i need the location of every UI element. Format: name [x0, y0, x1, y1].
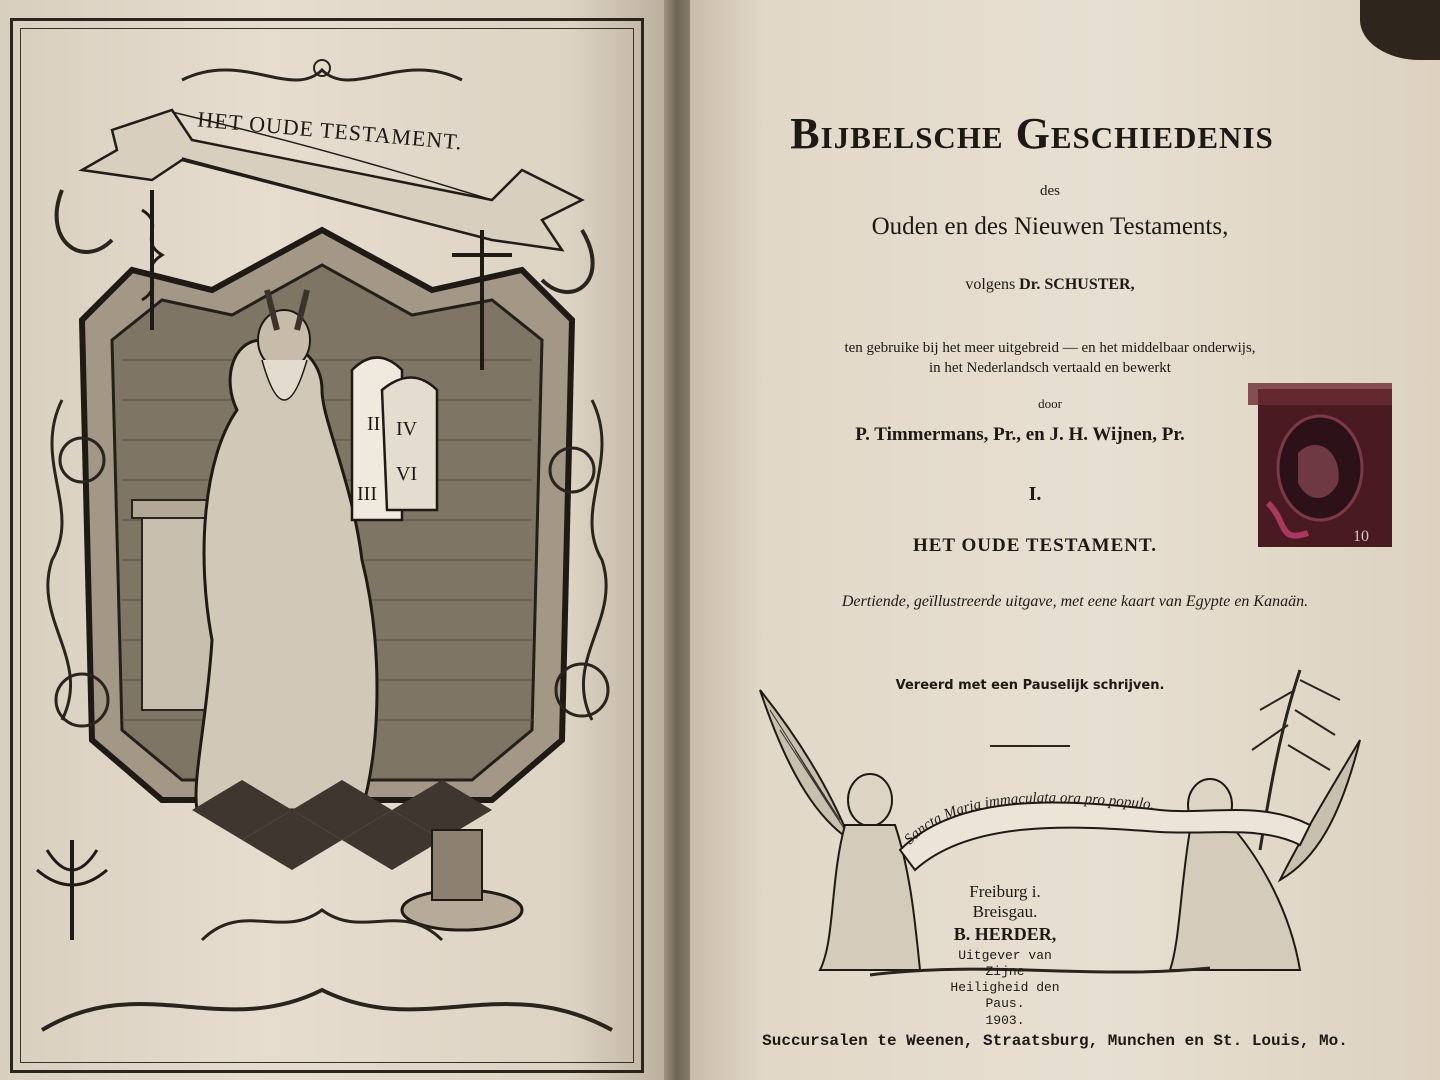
book-title: Bijbelsche Geschiedenis	[790, 109, 1274, 158]
publisher-city: Freiburg i. Breisgau.	[969, 882, 1041, 921]
svg-text:VI: VI	[396, 463, 418, 485]
svg-text:IV: IV	[396, 418, 418, 440]
authors-line: P. Timmermans, Pr., en J. H. Wijnen, Pr.	[855, 424, 1185, 445]
volume-number: I.	[1028, 483, 1042, 505]
postage-stamp	[1248, 383, 1398, 551]
usage-line-2: in het Nederlandsch vertaald en bewerkt	[929, 360, 1171, 376]
papal-letter-line: Vereerd met een Pauselijk schrijven.	[895, 678, 1165, 693]
svg-text:III: III	[357, 483, 377, 505]
publisher-name: B. HERDER,	[953, 924, 1057, 944]
attribution-prefix: volgens	[965, 276, 1016, 293]
scroll-motto: Sancta Maria immaculata ora pro populo.	[901, 790, 1156, 848]
frontispiece-banner-text: HET OUDE TESTAMENT.	[196, 106, 464, 155]
part-title: HET OUDE TESTAMENT.	[912, 535, 1158, 556]
branches-line: Succursalen te Weenen, Straatsburg, Munchen en St. Louis, Mo.	[762, 1032, 1348, 1050]
publication-year: 1903.	[985, 1013, 1025, 1028]
usage-line-1: ten gebruike bij het meer uitgebreid — en het middelbaar onderwijs,	[844, 340, 1256, 356]
attribution-line	[700, 276, 1400, 294]
edition-line: Dertiende, geïllustreerde uitgave, met eene kaart van Egypte en Kanaän.	[841, 593, 1309, 610]
publisher-block	[945, 882, 1065, 1028]
attribution-name: Dr. SCHUSTER,	[1019, 276, 1135, 293]
svg-text:II: II	[367, 413, 381, 435]
book-subtitle: Ouden en des Nieuwen Testaments,	[871, 213, 1229, 240]
title-connector: des	[1040, 183, 1060, 199]
by-word: door	[1038, 396, 1062, 411]
stamp-value: 10	[1353, 528, 1369, 545]
moses-engraving	[22, 40, 632, 1060]
publisher-role: Uitgever van Zijne Heiligheid den Paus.	[950, 948, 1060, 1011]
